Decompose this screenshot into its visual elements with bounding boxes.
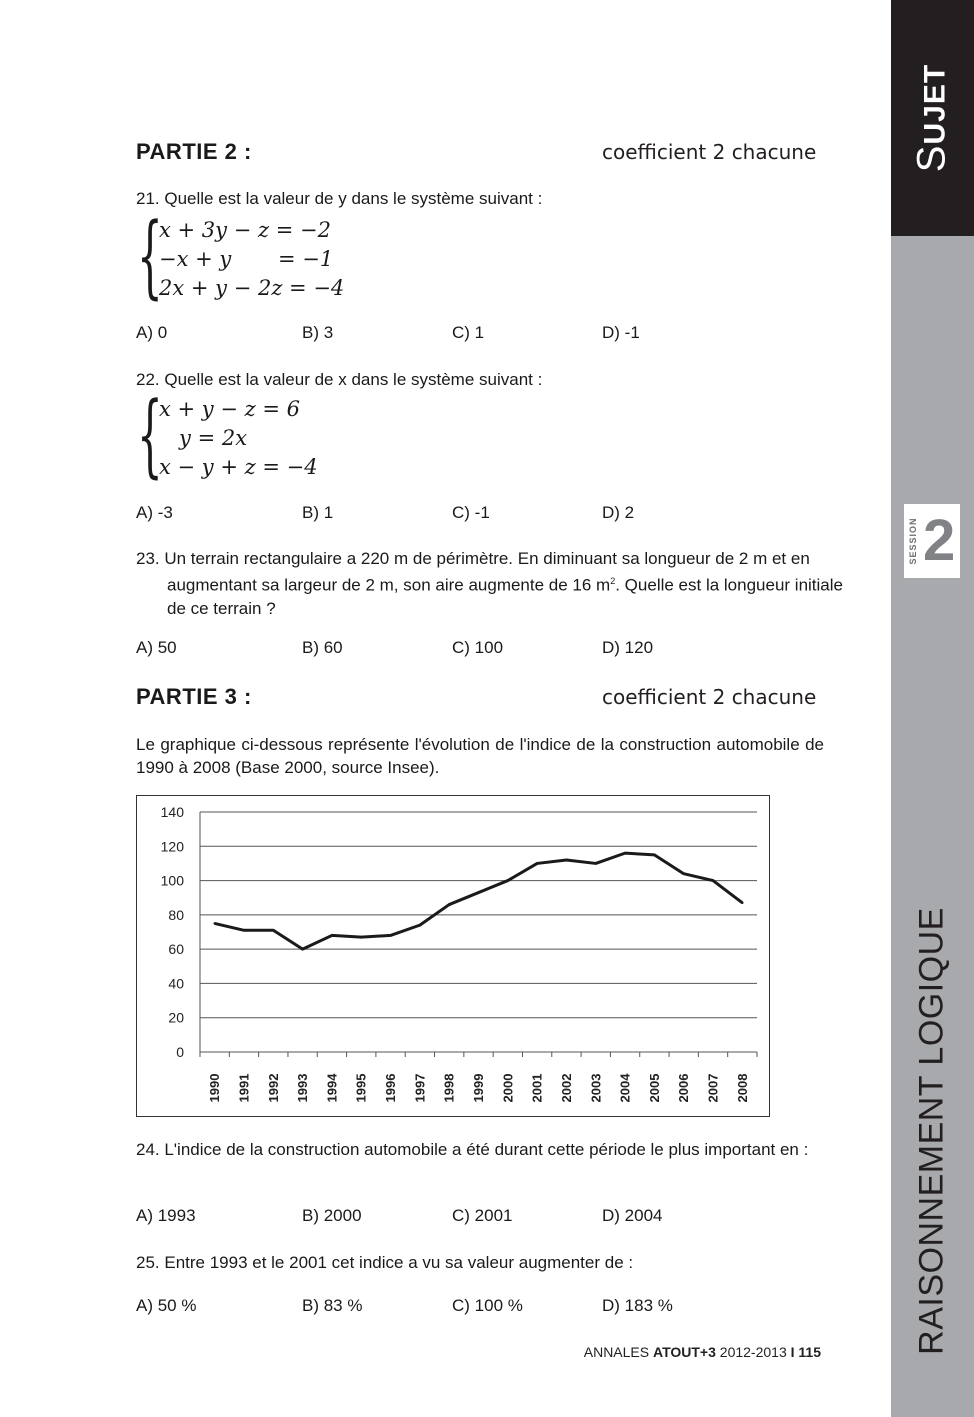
q21-option-a[interactable]: A) 0 [136, 323, 168, 342]
q25-text: 25. Entre 1993 et le 2001 cet indice a vu sa valeur augmenter de : [136, 1253, 634, 1272]
chart-grid [200, 812, 757, 1018]
data-point [331, 934, 333, 936]
q22-equations [159, 395, 318, 482]
brace-symbol: { [137, 204, 163, 309]
x-tick-label: 1990 [207, 1073, 223, 1103]
q21-equation-system [137, 204, 357, 309]
x-tick-label: 1995 [353, 1073, 369, 1103]
x-tick-label: 2000 [500, 1073, 516, 1103]
footer-years: 2012-2013 [715, 1344, 791, 1360]
y-tick-label: 40 [168, 975, 184, 992]
q23-option-c[interactable]: C) 100 [452, 638, 504, 657]
sidebar [891, 0, 974, 1417]
x-tick-label: 1993 [295, 1073, 311, 1103]
x-tick-label: 2008 [734, 1073, 750, 1103]
q21-text: 21. Quelle est la valeur de y dans le système suivant : [136, 189, 543, 208]
session-badge [904, 504, 960, 578]
q22-option-d[interactable]: D) 2 [602, 503, 635, 522]
data-point [243, 929, 245, 931]
data-point [595, 862, 597, 864]
q21-eq-1: x + 3y − z = −2 [159, 218, 331, 242]
data-point [272, 929, 274, 931]
data-point [419, 924, 421, 926]
y-axis [161, 804, 200, 1060]
q22-option-a[interactable]: A) -3 [136, 503, 173, 522]
q24-option-c[interactable]: C) 2001 [452, 1206, 513, 1225]
y-tick-label: 80 [168, 906, 184, 923]
x-tick-label: 1991 [236, 1073, 252, 1103]
x-tick-label: 1996 [383, 1073, 399, 1103]
y-tick-label: 100 [160, 872, 184, 889]
q22-equation-system [137, 383, 347, 488]
data-point [653, 854, 655, 856]
section-title: RAISONNEMENT LOGIQUE [912, 907, 951, 1355]
q25-option-c[interactable]: C) 100 % [452, 1296, 523, 1315]
q22-text: 22. Quelle est la valeur de x dans le système suivant : [136, 370, 543, 389]
q25-option-a[interactable]: A) 50 % [136, 1296, 197, 1315]
y-tick-label: 20 [168, 1009, 184, 1026]
x-tick-label: 2003 [588, 1073, 604, 1103]
data-point [683, 873, 685, 875]
line-chart [137, 796, 768, 1115]
session-word: SESSION [908, 517, 918, 565]
q23-option-d[interactable]: D) 120 [602, 638, 654, 657]
x-tick-label: 1997 [412, 1073, 428, 1103]
sujet-rest: UJET [918, 63, 952, 145]
session-number: 2 [923, 508, 956, 573]
data-point [536, 862, 538, 864]
q23-option-a[interactable]: A) 50 [136, 638, 177, 657]
q24-option-b[interactable]: B) 2000 [302, 1206, 362, 1225]
data-point [741, 902, 743, 904]
q23-superscript: 2 [610, 576, 616, 586]
x-tick-label: 2007 [705, 1073, 721, 1103]
sujet-initial: S [909, 144, 954, 173]
q23-text-main: 23. Un terrain rectangulaire a 220 m de périmètre. En diminuant sa longueur de 2 m et en augmentant sa largeur de 2 m, son aire augmente de 16 m [136, 549, 810, 595]
series-line [215, 853, 743, 949]
q23-option-b[interactable]: B) 60 [302, 638, 343, 657]
part3-intro: Le graphique ci-dessous représente l'évolution de l'indice de la construction automobile de 1990 à 2008 (Base 2000, source Insee). [136, 735, 824, 777]
x-tick-label: 2001 [529, 1073, 545, 1103]
q22-eq-1: x + y − z = 6 [159, 397, 300, 421]
q25-option-b[interactable]: B) 83 % [302, 1296, 363, 1315]
y-tick-label: 140 [160, 804, 184, 820]
data-point [389, 934, 391, 936]
footer-brand: ATOUT+3 [653, 1344, 716, 1360]
data-point [213, 922, 215, 924]
x-tick-label: 2005 [646, 1073, 662, 1103]
q22-option-b[interactable]: B) 1 [302, 503, 334, 522]
q22-option-c[interactable]: C) -1 [452, 503, 490, 522]
q24-option-a[interactable]: A) 1993 [136, 1206, 196, 1225]
brace-symbol: { [137, 383, 163, 488]
q21-option-d[interactable]: D) -1 [602, 323, 640, 342]
q21-eq-2: −x + y = −1 [159, 247, 334, 271]
data-point [624, 852, 626, 854]
x-tick-label: 1998 [441, 1073, 457, 1103]
data-point [448, 903, 450, 905]
footer-separator: I [790, 1344, 795, 1360]
chart-series [213, 852, 743, 950]
page-number: 115 [794, 1344, 821, 1360]
part3-heading: PARTIE 3 : [136, 684, 252, 709]
q24-option-d[interactable]: D) 2004 [602, 1206, 663, 1225]
x-axis [200, 1052, 757, 1102]
data-point [360, 936, 362, 938]
data-point [565, 859, 567, 861]
y-tick-label: 120 [160, 838, 184, 855]
q23-text-end: . Quelle est la longueur initiale de ce terrain ? [167, 575, 843, 618]
part2-heading: PARTIE 2 : [136, 139, 252, 164]
q22-eq-2: y = 2x [159, 426, 248, 450]
q24-text: 24. L'indice de la construction automobile a été durant cette période le plus important en : [136, 1140, 809, 1159]
data-point [712, 879, 714, 881]
data-point [507, 879, 509, 881]
y-tick-label: 60 [168, 941, 184, 958]
x-tick-label: 2006 [676, 1073, 692, 1103]
part3-coefficient: coefficient 2 chacune [602, 685, 817, 709]
q22-eq-3: x − y + z = −4 [159, 455, 318, 479]
x-tick-label: 2002 [558, 1073, 574, 1103]
data-point [477, 891, 479, 893]
x-tick-label: 1992 [265, 1073, 281, 1103]
q21-equations [159, 216, 344, 303]
x-tick-label: 2004 [617, 1073, 633, 1103]
q21-option-c[interactable]: C) 1 [452, 323, 485, 342]
chart-frame [136, 795, 770, 1117]
sidebar-header-block [891, 0, 974, 236]
footer-annales: ANNALES [583, 1344, 653, 1360]
y-tick-label: 0 [176, 1044, 184, 1060]
page-footer [584, 1344, 821, 1360]
sujet-label [910, 64, 955, 172]
q25-option-d[interactable]: D) 183 % [602, 1296, 673, 1315]
x-tick-label: 1999 [471, 1073, 486, 1103]
q21-eq-3: 2x + y − 2z = −4 [159, 276, 345, 300]
q21-option-b[interactable]: B) 3 [302, 323, 334, 342]
x-tick-label: 1994 [324, 1073, 340, 1103]
data-point [301, 948, 303, 950]
part2-coefficient: coefficient 2 chacune [602, 140, 817, 164]
q23-text [136, 547, 852, 620]
